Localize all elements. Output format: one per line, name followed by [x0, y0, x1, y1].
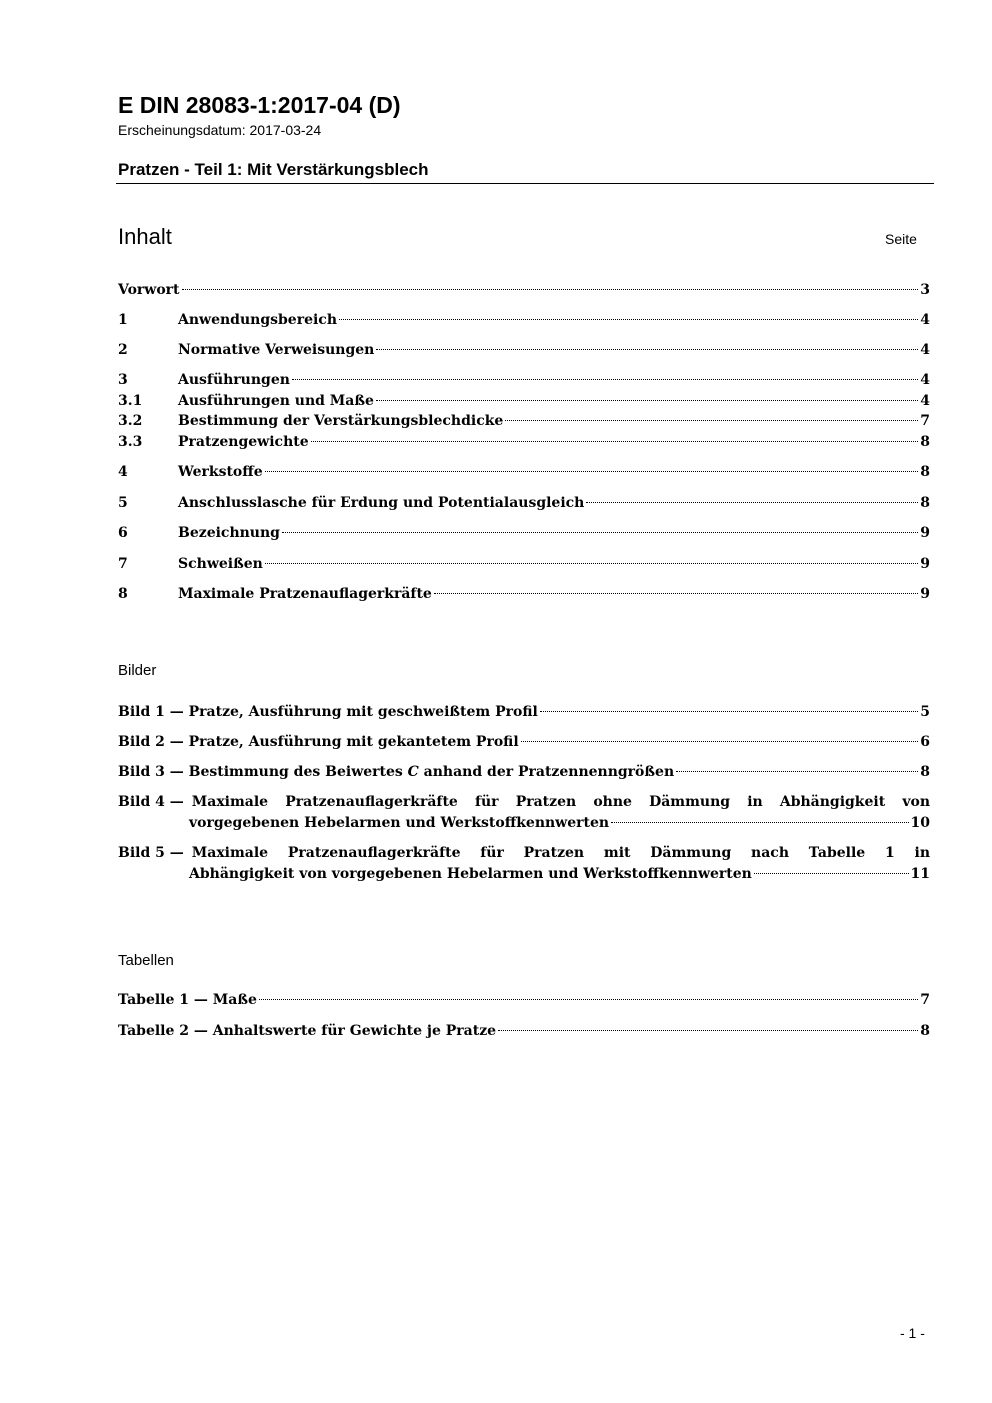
dot-leader — [505, 420, 918, 421]
toc-entry-1[interactable] — [118, 311, 930, 329]
dot-leader — [259, 999, 918, 1000]
toc-entry-5[interactable] — [118, 494, 930, 512]
toc-entry-6[interactable] — [118, 524, 930, 542]
toc-entry-number: 3.3 — [118, 434, 143, 450]
figure-entry-5[interactable] — [118, 843, 930, 885]
toc-entry-label: Vorwort — [118, 282, 180, 298]
toc-entry-page: 4 — [920, 342, 930, 358]
dot-leader — [676, 771, 918, 772]
toc-entry-foreword[interactable] — [118, 281, 930, 299]
dot-leader — [586, 502, 918, 503]
table-entry-1[interactable] — [118, 991, 930, 1009]
toc-entry-8[interactable] — [118, 585, 930, 603]
toc-entry-title: Ausführungen und Maße — [178, 393, 374, 409]
toc-entry-title: Bestimmung der Verstärkungsblechdicke — [178, 413, 504, 429]
figure-entry-4[interactable] — [118, 792, 930, 834]
toc-entry-number: 4 — [118, 464, 128, 480]
toc-entry-page: 4 — [920, 393, 930, 409]
figure-entry-title — [118, 763, 674, 781]
toc-entry-page: 3 — [920, 282, 930, 298]
toc-entry-7[interactable] — [118, 555, 930, 573]
toc-entry-page: 7 — [920, 413, 930, 429]
figure-entry-title-line2: Abhängigkeit von vorgegebenen Hebelarmen und Werkstoffkennwerten — [189, 866, 752, 882]
toc-entry-page: 9 — [920, 556, 930, 572]
figure-entry-title-line2: vorgegebenen Hebelarmen und Werkstoffkennwerten — [189, 815, 610, 831]
toc-entry-number: 5 — [118, 495, 128, 511]
figure-entry-page: 5 — [920, 704, 930, 720]
dot-leader — [339, 319, 918, 320]
figure-entry-page: 8 — [920, 764, 930, 780]
dot-leader — [540, 711, 918, 712]
toc-entry-number: 2 — [118, 342, 128, 358]
toc-entry-page: 4 — [920, 312, 930, 328]
variable-c: C — [407, 764, 419, 780]
dot-leader — [434, 593, 918, 594]
document-subtitle: Pratzen - Teil 1: Mit Verstärkungsblech — [118, 160, 429, 179]
toc-entry-3-2[interactable] — [118, 412, 930, 430]
figure-entry-1[interactable] — [118, 703, 930, 721]
header-divider — [116, 183, 934, 184]
figure-entry-title-line1: Maximale Pratzenauflagerkräfte für Pratzen ohne Dämmung in Abhängigkeit von — [191, 794, 930, 810]
toc-entry-number: 8 — [118, 586, 128, 602]
toc-entry-number: 6 — [118, 525, 128, 541]
publication-date: Erscheinungsdatum: 2017-03-24 — [118, 122, 322, 138]
document-title: E DIN 28083-1:2017-04 (D) — [118, 92, 401, 118]
dot-leader — [376, 349, 918, 350]
table-entry-page: 8 — [920, 1023, 930, 1039]
dot-leader — [182, 289, 919, 290]
figure-entry-page: 6 — [920, 734, 930, 750]
table-entry-title: Tabelle 2 — Anhaltswerte für Gewichte je Pratze — [118, 1023, 497, 1039]
toc-entry-page: 9 — [920, 586, 930, 602]
dot-leader — [292, 379, 918, 380]
figure-title-part: Bild 3 — Bestimmung des Beiwertes — [118, 764, 408, 780]
toc-heading: Inhalt — [118, 224, 172, 249]
toc-page-heading: Seite — [885, 231, 917, 247]
toc-entry-number: 3 — [118, 372, 128, 388]
dot-leader — [376, 400, 918, 401]
figure-entry-label: Bild 5 — — [118, 845, 184, 861]
dot-leader — [282, 532, 918, 533]
figure-entry-page: 10 — [910, 815, 930, 831]
toc-entry-title: Schweißen — [178, 556, 263, 572]
figure-entry-2[interactable] — [118, 733, 930, 751]
table-entry-page: 7 — [920, 992, 930, 1008]
toc-entry-title: Maximale Pratzenauflagerkräfte — [178, 586, 432, 602]
toc-entry-title: Ausführungen — [178, 372, 290, 388]
page-number: - 1 - — [900, 1325, 925, 1341]
dot-leader — [521, 741, 919, 742]
figure-entry-page: 11 — [910, 866, 930, 882]
toc-entry-3-3[interactable] — [118, 433, 930, 451]
toc-entry-number: 3.2 — [118, 413, 143, 429]
toc-entry-3[interactable] — [118, 371, 930, 389]
toc-entry-title: Anwendungsbereich — [178, 312, 337, 328]
toc-entry-page: 8 — [920, 434, 930, 450]
toc-entry-page: 8 — [920, 464, 930, 480]
toc-entry-title: Anschlusslasche für Erdung und Potentialausgleich — [178, 495, 585, 511]
toc-entry-page: 9 — [920, 525, 930, 541]
table-entry-2[interactable] — [118, 1022, 930, 1040]
dot-leader — [498, 1030, 918, 1031]
toc-entry-number: 3.1 — [118, 393, 143, 409]
toc-entry-title: Pratzengewichte — [178, 434, 309, 450]
table-entry-title: Tabelle 1 — Maße — [118, 992, 257, 1008]
toc-entry-page: 8 — [920, 495, 930, 511]
toc-entry-title: Werkstoffe — [178, 464, 263, 480]
figure-entry-title-line1: Maximale Pratzenauflagerkräfte für Pratzen mit Dämmung nach Tabelle 1 in — [191, 845, 930, 861]
figure-entry-3[interactable] — [118, 763, 930, 781]
toc-entry-number: 1 — [118, 312, 128, 328]
toc-entry-2[interactable] — [118, 341, 930, 359]
toc-entry-page: 4 — [920, 372, 930, 388]
figure-title-part: anhand der Pratzennenngrößen — [418, 764, 675, 780]
toc-entry-title: Normative Verweisungen — [178, 342, 375, 358]
toc-entry-4[interactable] — [118, 463, 930, 481]
dot-leader — [265, 471, 919, 472]
dot-leader — [754, 873, 909, 874]
toc-entry-number: 7 — [118, 556, 128, 572]
figure-entry-title: Bild 2 — Pratze, Ausführung mit gekantetem Profil — [118, 734, 519, 750]
dot-leader — [311, 441, 919, 442]
figure-entry-title: Bild 1 — Pratze, Ausführung mit geschweißtem Profil — [118, 704, 538, 720]
toc-entry-title: Bezeichnung — [178, 525, 280, 541]
dot-leader — [611, 822, 908, 823]
tables-heading: Tabellen — [118, 952, 174, 969]
figure-entry-label: Bild 4 — — [118, 794, 184, 810]
dot-leader — [265, 563, 918, 564]
toc-entry-3-1[interactable] — [118, 392, 930, 410]
figures-heading: Bilder — [118, 662, 157, 679]
